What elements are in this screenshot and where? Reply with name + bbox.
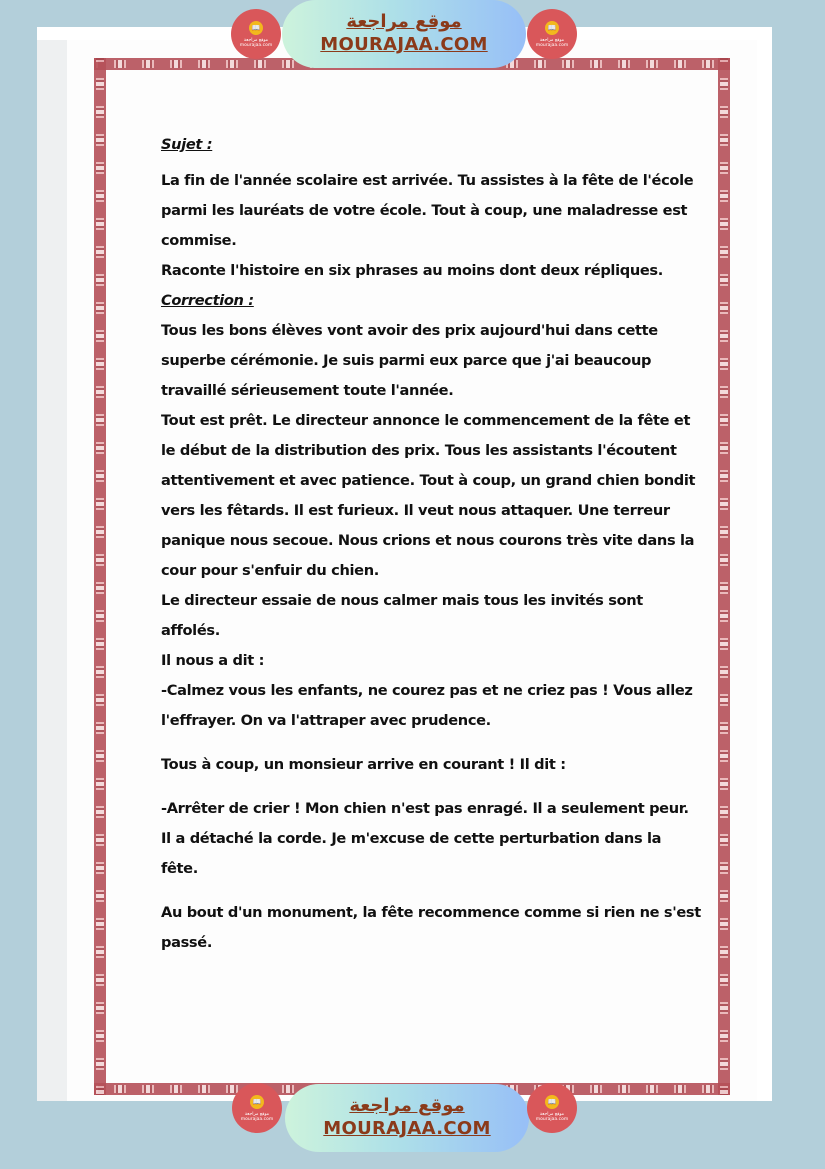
frame-left-border [94, 58, 106, 1095]
text-line: Tout est prêt. Le directeur annonce le commencement de la fête et [161, 412, 691, 429]
text-line: Il a détaché la corde. Je m'excuse de cette perturbation dans la [161, 830, 662, 847]
book-icon: 📖 [250, 1095, 264, 1109]
text-line: l'effrayer. On va l'attraper avec prudence. [161, 712, 491, 729]
logo-text-ar: موقع مراجعة [244, 1111, 270, 1117]
logo-text-ar: موقع مراجعة [539, 1111, 565, 1117]
frame-right-border [718, 58, 730, 1095]
subject-line: commise. [161, 232, 237, 249]
site-logo[interactable] [527, 9, 577, 59]
logo-text-ar: موقع مراجعة [539, 37, 565, 43]
text-line: attentivement et avec patience. Tout à coup, un grand chien bondit [161, 472, 696, 489]
text-line: Le directeur essaie de nous calmer mais tous les invités sont affolés. [161, 592, 643, 639]
text-line: Tous à coup, un monsieur arrive en courant ! Il dit : [161, 756, 566, 773]
text-line: panique nous secoue. Nous crions et nous courons très vite dans la [161, 532, 695, 549]
text-line: Il nous a dit : [161, 652, 265, 669]
site-name-ar: موقع مراجعة [346, 11, 462, 32]
text-line: Tous les bons élèves vont avoir des prix aujourd'hui dans cette [161, 322, 658, 339]
subject-line: Raconte l'histoire en six phrases au moins dont deux répliques. [161, 262, 663, 279]
logo-text-en: mourajaa.com [240, 1116, 274, 1122]
site-url: MOURAJAA.COM [323, 1118, 491, 1139]
text-line: -Arrêter de crier ! Mon chien n'est pas enragé. Il a seulement peur. [161, 800, 689, 817]
text-line: passé. [161, 934, 213, 951]
site-link-banner[interactable] [282, 0, 526, 68]
text-line: cour pour s'enfuir du chien. [161, 562, 379, 579]
book-icon: 📖 [249, 21, 263, 35]
site-name-ar: موقع مراجعة [349, 1095, 465, 1116]
logo-text-en: mourajaa.com [239, 42, 273, 48]
site-link-banner[interactable] [285, 1084, 529, 1152]
logo-text-en: mourajaa.com [535, 42, 569, 48]
book-icon: 📖 [545, 1095, 559, 1109]
site-logo[interactable] [231, 9, 281, 59]
document-text [161, 130, 706, 958]
text-line: travaillé sérieusement toute l'année. [161, 382, 454, 399]
correction-heading: Correction : [161, 292, 254, 309]
subject-line: La fin de l'année scolaire est arrivée. Tu assistes à la fête de l'école [161, 172, 694, 189]
text-line: superbe cérémonie. Je suis parmi eux parce que j'ai beaucoup [161, 352, 652, 369]
logo-text-ar: موقع مراجعة [243, 37, 269, 43]
text-line: Au bout d'un monument, la fête recommence comme si rien ne s'est [161, 904, 701, 921]
text-line: vers les fêtards. Il est furieux. Il veut nous attaquer. Une terreur [161, 502, 670, 519]
site-url: MOURAJAA.COM [320, 34, 488, 55]
subject-line: parmi les lauréats de votre école. Tout à coup, une maladresse est [161, 202, 688, 219]
site-logo[interactable] [232, 1083, 282, 1133]
subject-heading: Sujet : [161, 136, 213, 153]
book-icon: 📖 [545, 21, 559, 35]
text-line: -Calmez vous les enfants, ne courez pas et ne criez pas ! Vous allez [161, 682, 693, 699]
site-logo[interactable] [527, 1083, 577, 1133]
text-line: le début de la distribution des prix. Tous les assistants l'écoutent [161, 442, 677, 459]
text-line: fête. [161, 860, 198, 877]
logo-text-en: mourajaa.com [535, 1116, 569, 1122]
